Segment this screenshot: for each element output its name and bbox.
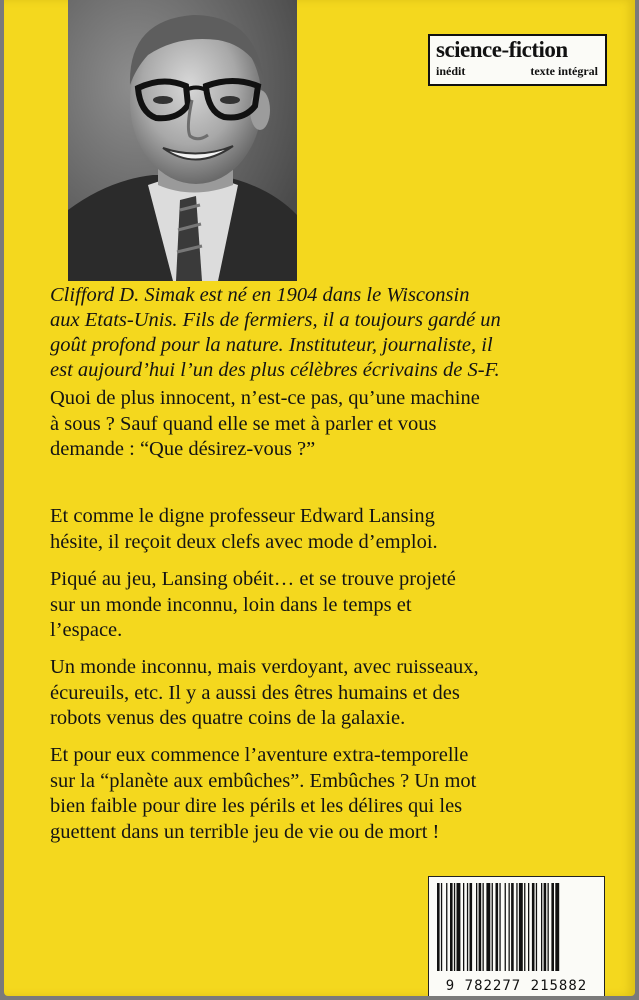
barcode-bars bbox=[435, 883, 598, 971]
isbn-barcode bbox=[428, 876, 605, 996]
blurb-line: Et comme le digne professeur Edward Lansing bbox=[50, 505, 435, 527]
blurb-line: demande : “Que désirez-vous ?” bbox=[50, 438, 316, 460]
badge-full-text: texte intégral bbox=[530, 64, 598, 78]
blurb-line: guettent dans un terrible jeu de vie ou de mort ! bbox=[50, 820, 440, 843]
bio-line: est aujourd’hui l’un des plus célèbres écrivains de S-F. bbox=[50, 359, 500, 381]
blurb-line: l’espace. bbox=[50, 619, 123, 641]
blurb-line: sur la “planète aux embûches”. Embûches ? Un mot bbox=[50, 769, 477, 792]
blurb-line: écureuils, etc. Il y a aussi des êtres humains et des bbox=[50, 681, 460, 704]
blurb-line: robots venus des quatre coins de la galaxie. bbox=[50, 707, 406, 729]
bio-line: goût profond pour la nature. Instituteur, journaliste, il bbox=[50, 334, 493, 356]
blurb-line: Un monde inconnu, mais verdoyant, avec ruisseaux, bbox=[50, 656, 479, 678]
blurb-paragraph-1 bbox=[50, 386, 630, 463]
bio-line: aux Etats-Unis. Fils de fermiers, il a toujours gardé un bbox=[50, 309, 501, 331]
isbn-number: 9 782277 215882 bbox=[445, 978, 588, 994]
blurb-line: sur un monde inconnu, loin dans le temps et bbox=[50, 593, 412, 616]
badge-unpublished: inédit bbox=[436, 64, 466, 78]
author-portrait-image bbox=[68, 0, 297, 281]
bio-line: Clifford D. Simak est né en 1904 dans le Wisconsin bbox=[50, 284, 470, 306]
blurb-paragraph-3 bbox=[50, 567, 630, 644]
author-photo bbox=[68, 0, 297, 281]
badge-subtitle bbox=[436, 64, 598, 79]
book-back-cover bbox=[4, 0, 635, 996]
author-biography bbox=[50, 283, 630, 383]
blurb-line: hésite, il reçoit deux clefs avec mode d’emploi. bbox=[50, 530, 438, 553]
blurb-line: Et pour eux commence l’aventure extra-temporelle bbox=[50, 744, 469, 766]
blurb-line: Piqué au jeu, Lansing obéit… et se trouve projeté bbox=[50, 568, 456, 590]
blurb-line: Quoi de plus innocent, n’est-ce pas, qu’une machine bbox=[50, 387, 480, 409]
badge-title: science-fiction bbox=[436, 37, 568, 62]
collection-badge bbox=[428, 34, 607, 86]
blurb-paragraph-5 bbox=[50, 743, 630, 845]
blurb-line: bien faible pour dire les périls et les délires qui les bbox=[50, 795, 463, 817]
blurb-line: à sous ? Sauf quand elle se met à parler et vous bbox=[50, 412, 437, 435]
blurb-paragraph-2 bbox=[50, 504, 630, 555]
blurb-paragraph-4 bbox=[50, 655, 630, 732]
